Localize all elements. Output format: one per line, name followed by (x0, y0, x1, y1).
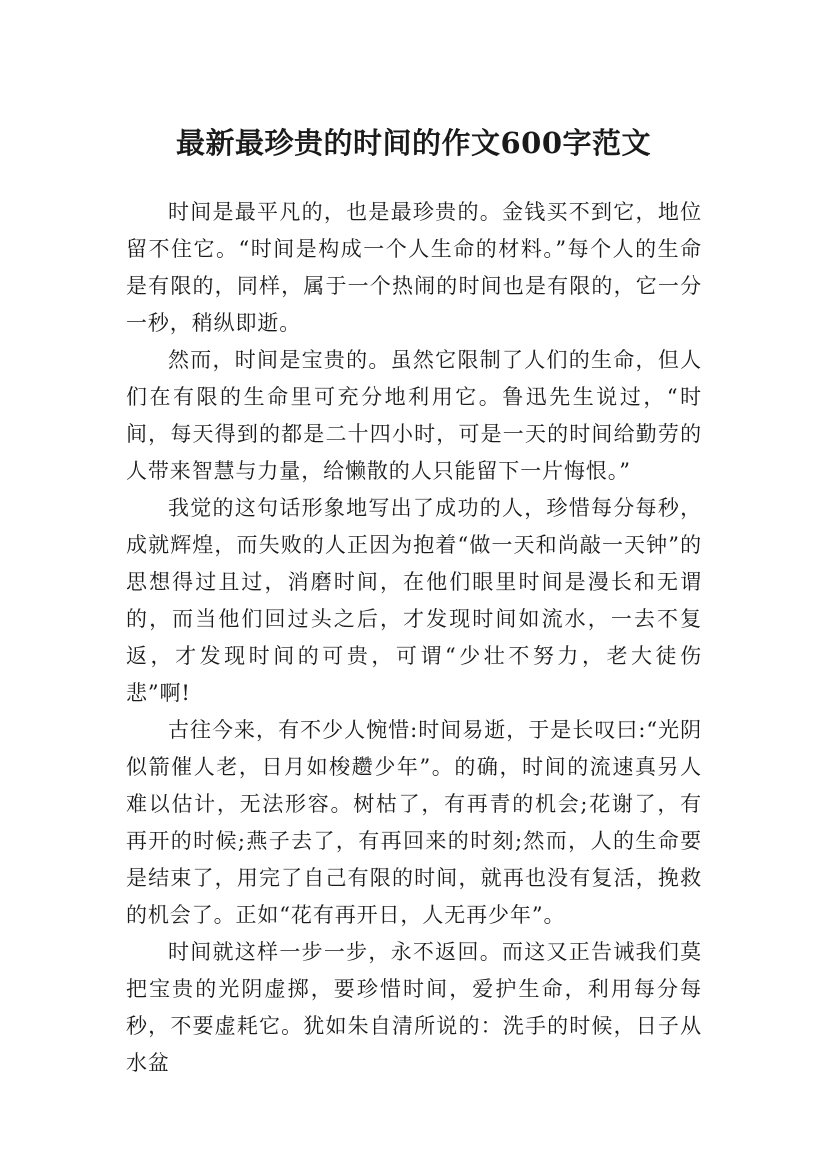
paragraph-1: 时间是最平凡的，也是最珍贵的。金钱买不到它，地位留不住它。“时间是构成一个人生命的材料。”每个人的生命是有限的，同样，属于一个热闹的时间也是有限的，它一分一秒，稍纵即逝。 (126, 200, 702, 335)
document-title: 最新最珍贵的时间的作文600字范文 (175, 126, 652, 161)
paragraph-4: 古往今来，有不少人惋惜:时间易逝，于是长叹曰:“光阴似箭催人老，日月如梭趱少年”。的确，时间的流速真另人难以估计，无法形容。树枯了，有再青的机会;花谢了，有再开的时候;燕子去了，有再回来的时刻;然而，人的生命要是结束了，用完了自己有限的时间，就再也没有复活，挽救的机会了。正如“花有再开日，人无再少年”。 (126, 718, 702, 927)
paragraph-3: 我觉的这句话形象地写出了成功的人，珍惜每分每秒，成就辉煌，而失败的人正因为抱着“做一天和尚敲一天钟”的思想得过且过，消磨时间，在他们眼里时间是漫长和无谓的，而当他们回过头之后，才发现时间如流水，一去不复返，才发现时间的可贵，可谓“少壮不努力，老大徒伤悲”啊! (126, 496, 702, 705)
paragraph-5: 时间就这样一步一步，永不返回。而这又正告诫我们莫把宝贵的光阴虚掷，要珍惜时间，爱护生命，利用每分每秒，不要虚耗它。犹如朱自清所说的：洗手的时候，日子从水盆 (126, 940, 702, 1075)
paragraph-2: 然而，时间是宝贵的。虽然它限制了人们的生命，但人们在有限的生命里可充分地利用它。鲁迅先生说过，“时间，每天得到的都是二十四小时，可是一天的时间给勤劳的人带来智慧与力量，给懒散的人只能留下一片悔恨。” (126, 348, 702, 483)
document-body (126, 194, 702, 1082)
